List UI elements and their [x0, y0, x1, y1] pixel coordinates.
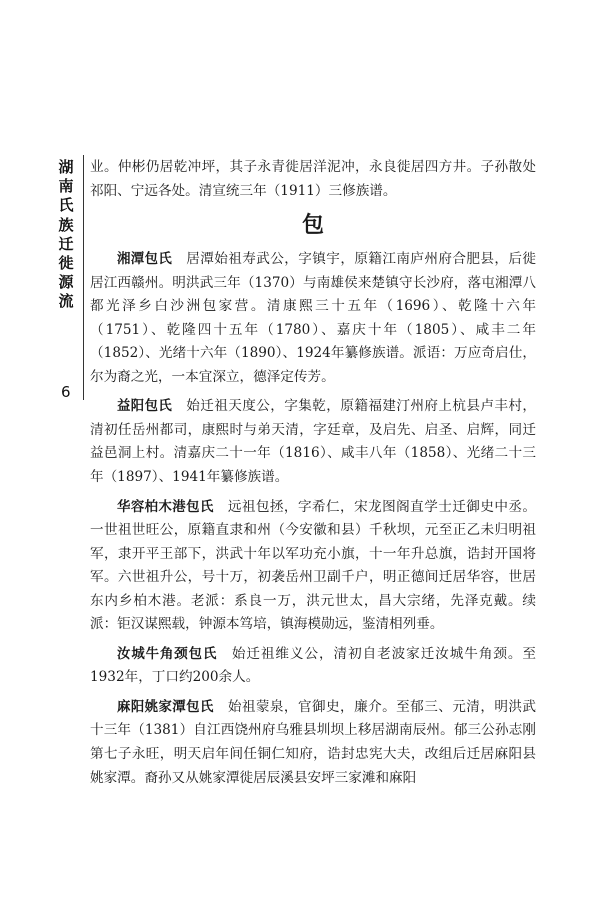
clan-entry-rucheng	[90, 643, 536, 690]
page-body	[90, 156, 536, 790]
clan-name: 益阳包氏	[117, 399, 173, 415]
book-title: 湖南氏族迁徙源流	[58, 158, 74, 311]
clan-entry-mayang	[90, 696, 536, 790]
clan-entry-yiyang	[90, 395, 536, 489]
clan-text: 始迁祖天度公，字集乾，原籍福建汀州府上杭县卢丰村，清初任岳州都司，康熙时与弟天清，字廷章，及启先、启圣、启辉，同迁益邑洞上村。清嘉庆二十一年（1816）、咸丰八年（1858）、光绪二十三年（1897）、1941年纂修族谱。	[90, 398, 537, 486]
clan-text: 居潭始祖寿武公，字镇宇，原籍江南庐州府合肥县，后徙居江西赣州。明洪武三年（1370）与南雄侯来楚镇守长沙府，落屯湘潭八都光泽乡白沙洲包家营。清康熙三十五年（1696）、乾隆十六年（1751）、乾隆四十五年（1780）、嘉庆十年（1805）、咸丰二年（1852）、光绪十六年（1890）、1924年纂修族谱。派语：万应奇启仕，尔为裔之光，一本宜深立，德泽定传芳。	[90, 251, 537, 385]
section-heading: 包	[301, 213, 324, 239]
clan-entry-huarong	[90, 496, 536, 637]
clan-text: 始迁祖维义公，清初自老波家迁汝城牛角颈。至1932年，丁口约200余人。	[90, 645, 537, 686]
clan-name: 麻阳姚家潭包氏	[117, 699, 214, 715]
clan-name: 汝城牛角颈包氏	[117, 646, 218, 662]
opening-paragraph: 业。仲彬仍居乾冲坪，其子永青徙居洋泥冲，永良徙居四方井。子孙散处祁阳、宁远各处。清宣统三年（1911）三修族谱。	[90, 159, 536, 199]
clan-name: 华容柏木港包氏	[117, 499, 214, 515]
clan-text: 始祖蒙泉，官御史，廉介。至郁三、元清，明洪武十三年（1381）自江西饶州府乌雅县圳坝上移居湖南辰州。郁三公孙志刚第七子永旺，明天启年间任铜仁知府，诰封忠宪大夫，改组后迁居麻阳县姚家潭。裔孙又从姚家潭徙居辰溪县安坪三家滩和麻阳	[90, 698, 537, 786]
margin-rule	[83, 155, 84, 400]
page-number: 6	[61, 383, 71, 401]
clan-name: 湘潭包氏	[117, 252, 173, 268]
clan-text: 远祖包拯，字希仁，宋龙图阁直学士迁御史中丞。一世祖世旺公，原籍直隶和州（今安徽和县）千秋坝，元至正乙未归明祖军，隶开平王部下，洪武十年以军功充小旗，十一年升总旗，诰封开国将军。六世祖升公，号十万，初袭岳州卫副千户，明正德间迁居华容，世居东内乡柏木港。老派：系良一万，洪元世太，昌大宗绪，先泽克戴。续派：钜汉谋熙载，钟源本笃培，镇海模勋远，鉴清相列垂。	[90, 498, 537, 633]
clan-entry-xiangtan	[90, 248, 536, 389]
